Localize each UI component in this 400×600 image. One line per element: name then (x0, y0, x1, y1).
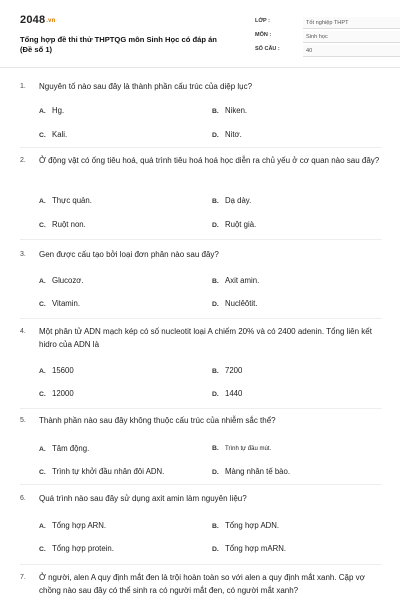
option-c[interactable]: C. Ruột non. (39, 220, 86, 229)
question-text: Quá trình nào sau đây sử dụng axit amin làm nguyên liệu? (39, 494, 247, 503)
question-text: Gen được cấu tạo bởi loại đơn phân nào sau đây? (39, 250, 219, 259)
option-a[interactable]: A. Tổng hợp ARN. (39, 521, 107, 530)
question-text: Ở người, alen A quy định mắt đen là trội hoàn toàn so với alen a quy định mắt xanh. Cặp vợ chồng nào sau đây có thể sinh ra có người mắt đen, có người mắt xanh? (39, 573, 365, 595)
header (20, 14, 382, 60)
question-5 (20, 414, 382, 480)
option-a[interactable]: A. Tâm động. (39, 444, 90, 453)
question-divider (20, 408, 382, 409)
question-stem (20, 414, 382, 427)
question-number: 6. (20, 495, 26, 502)
option-a[interactable]: A. Hg. (39, 106, 65, 115)
question-stem (20, 571, 382, 597)
question-2 (20, 154, 382, 234)
question-stem (20, 325, 382, 351)
site-logo[interactable] (20, 14, 56, 26)
option-c[interactable]: C. Trình tự khởi đầu nhân đôi ADN. (39, 467, 165, 476)
question-text: Thành phần nào sau đây không thuộc cấu trúc của nhiễm sắc thể? (39, 416, 276, 425)
question-text: Ở động vật có ống tiêu hoá, quá trình tiêu hoá hoá học diễn ra chủ yếu ở cơ quan nào sau đây? (39, 156, 380, 165)
meta-subject-row (255, 30, 400, 44)
question-number: 4. (20, 328, 26, 335)
option-b[interactable]: B. Trình tự đầu mút. (212, 445, 272, 452)
question-stem (20, 492, 382, 505)
question-stem (20, 80, 382, 93)
option-c[interactable]: C. Tổng hợp protein. (39, 544, 114, 553)
meta-count-row (255, 44, 400, 58)
option-b[interactable]: B. Tổng hợp ADN. (212, 521, 280, 530)
meta-count-label: SỐ CÂU : (255, 46, 280, 52)
option-d[interactable]: D. Màng nhân tế bào. (212, 467, 291, 476)
option-a[interactable]: A. Thực quản. (39, 196, 92, 205)
option-b[interactable]: B. 7200 (212, 366, 243, 375)
option-d[interactable]: D. 1440 (212, 389, 243, 398)
question-number: 2. (20, 157, 26, 164)
question-stem (20, 248, 382, 261)
option-d[interactable]: D. Ruột già. (212, 220, 257, 229)
option-a[interactable]: A. 15600 (39, 366, 74, 375)
meta-class-value: Tốt nghiệp THPT (303, 17, 400, 29)
question-stem (20, 154, 382, 167)
option-c[interactable]: C. Vitamin. (39, 299, 81, 308)
question-divider (20, 484, 382, 485)
option-b[interactable]: B. Niken. (212, 106, 248, 115)
question-6 (20, 492, 382, 560)
option-d[interactable]: D. Nitơ. (212, 130, 242, 139)
question-1 (20, 80, 382, 140)
exam-meta (255, 16, 400, 58)
question-divider (20, 564, 382, 565)
meta-class-label: LỚP : (255, 18, 270, 24)
option-c[interactable]: C. 12000 (39, 389, 74, 398)
meta-class-row (255, 16, 400, 30)
option-d[interactable]: D. Tổng hợp mARN. (212, 544, 287, 553)
question-number: 5. (20, 417, 26, 424)
logo-text: 2048 (20, 14, 46, 26)
option-c[interactable]: C. Kali. (39, 130, 68, 139)
question-text: Một phân tử ADN mạch kép có số nucleotit loại A chiếm 20% và có 2400 adenin. Tổng liên kết hidro của ADN là (39, 327, 372, 349)
question-text: Nguyên tố nào sau đây là thành phần cấu trúc của diệp lục? (39, 82, 253, 91)
option-a[interactable]: A. Glucozơ. (39, 276, 84, 285)
question-4 (20, 325, 382, 405)
meta-subject-label: MÔN : (255, 32, 272, 38)
meta-subject-value: Sinh học (303, 31, 400, 43)
header-divider (0, 67, 400, 68)
option-b[interactable]: B. Axit amin. (212, 276, 260, 285)
document-title: Tổng hợp đề thi thử THPTQG môn Sinh Học có đáp án (Đề số 1) (20, 35, 217, 54)
option-b[interactable]: B. Dạ dày. (212, 196, 252, 205)
question-3 (20, 248, 382, 314)
question-number: 1. (20, 83, 26, 90)
question-divider (20, 147, 382, 148)
meta-count-value: 40 (303, 45, 400, 57)
option-d[interactable]: D. Nuclêôtit. (212, 299, 258, 308)
question-7 (20, 571, 382, 599)
question-number: 7. (20, 574, 26, 581)
question-number: 3. (20, 251, 26, 258)
question-divider (20, 239, 382, 240)
logo-suffix: .vn (46, 18, 56, 24)
question-divider (20, 318, 382, 319)
